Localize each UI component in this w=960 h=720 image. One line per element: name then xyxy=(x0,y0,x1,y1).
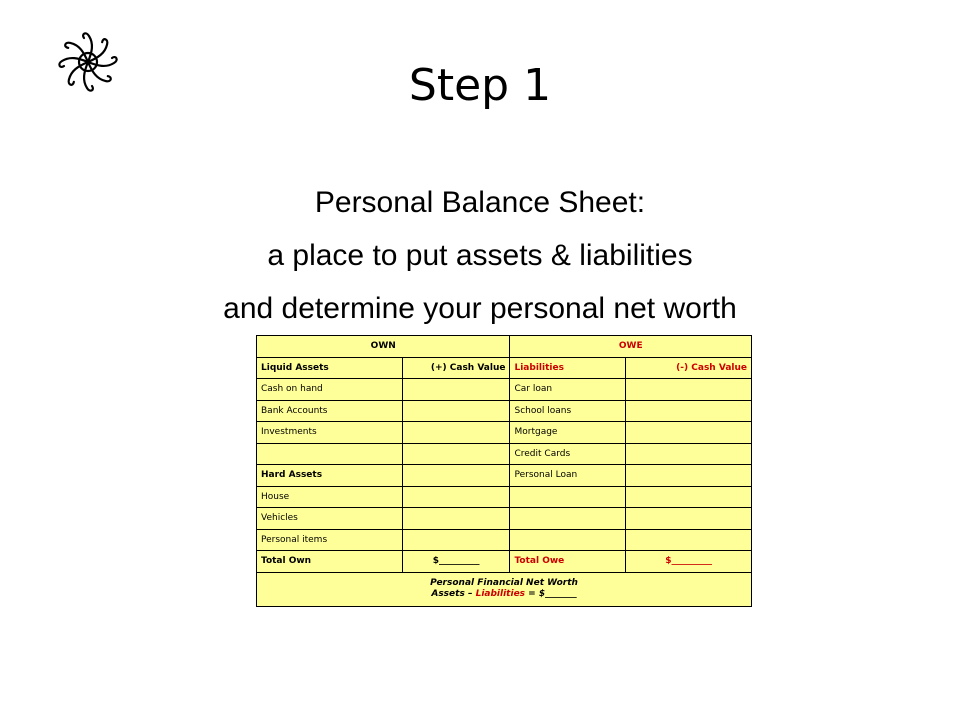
table-row xyxy=(257,400,752,422)
net-assets-text: Assets xyxy=(431,589,465,599)
liability-cell: Credit Cards xyxy=(510,443,626,465)
table-row xyxy=(257,422,752,444)
asset-cell: Investments xyxy=(257,422,403,444)
net-worth-row xyxy=(257,572,752,606)
liability-value-cell xyxy=(626,400,752,422)
header-row xyxy=(257,336,752,358)
hard-assets-label: Hard Assets xyxy=(257,465,403,487)
net-minus-text: – xyxy=(464,589,476,599)
asset-cell: House xyxy=(257,486,403,508)
net-worth-cell xyxy=(257,572,752,606)
liabilities-label: Liabilities xyxy=(510,357,626,379)
table-row xyxy=(257,379,752,401)
net-liabilities-text: Liabilities xyxy=(475,589,526,599)
subtitle-line: and determine your personal net worth xyxy=(223,292,737,325)
asset-value-cell xyxy=(402,486,510,508)
asset-cell: Personal items xyxy=(257,529,403,551)
net-worth-formula xyxy=(261,589,747,600)
asset-cell: Cash on hand xyxy=(257,379,403,401)
asset-value-cell xyxy=(402,529,510,551)
subtitle-line: a place to put assets & liabilities xyxy=(267,239,693,272)
asset-value-cell xyxy=(402,400,510,422)
slide-title: Step 1 xyxy=(408,60,552,111)
liability-value-cell xyxy=(626,443,752,465)
table-row xyxy=(257,465,752,487)
liability-value-cell xyxy=(626,422,752,444)
liability-cell: Car loan xyxy=(510,379,626,401)
net-equals-text: = $_______ xyxy=(525,589,577,599)
table-row xyxy=(257,508,752,530)
liability-value-cell xyxy=(626,379,752,401)
balance-sheet-table xyxy=(256,335,752,607)
liability-cell: Mortgage xyxy=(510,422,626,444)
asset-cell xyxy=(257,443,403,465)
liability-value-cell xyxy=(626,465,752,487)
plus-cash-value-header: (+) Cash Value xyxy=(402,357,510,379)
liability-cell: School loans xyxy=(510,400,626,422)
liability-value-cell xyxy=(626,508,752,530)
subtitle-line: Personal Balance Sheet: xyxy=(314,186,646,219)
asset-value-cell xyxy=(402,379,510,401)
asset-cell: Bank Accounts xyxy=(257,400,403,422)
liability-cell: Personal Loan xyxy=(510,465,626,487)
liability-value-cell xyxy=(626,486,752,508)
asset-value-cell xyxy=(402,465,510,487)
liability-cell xyxy=(510,486,626,508)
liability-value-cell xyxy=(626,529,752,551)
total-own-label: Total Own xyxy=(257,551,403,573)
totals-row xyxy=(257,551,752,573)
asset-value-cell xyxy=(402,443,510,465)
net-worth-title: Personal Financial Net Worth xyxy=(430,578,578,588)
minus-cash-value-header: (-) Cash Value xyxy=(626,357,752,379)
table-row xyxy=(257,529,752,551)
own-header: OWN xyxy=(257,336,510,358)
total-own-value: $_________ xyxy=(402,551,510,573)
column-header-row xyxy=(257,357,752,379)
owe-header: OWE xyxy=(510,336,752,358)
total-owe-value: $_________ xyxy=(626,551,752,573)
total-owe-label: Total Owe xyxy=(510,551,626,573)
asset-value-cell xyxy=(402,508,510,530)
asset-cell: Vehicles xyxy=(257,508,403,530)
liquid-assets-label: Liquid Assets xyxy=(257,357,403,379)
liability-cell xyxy=(510,529,626,551)
asset-value-cell xyxy=(402,422,510,444)
table-row xyxy=(257,443,752,465)
table-row xyxy=(257,486,752,508)
slide-subtitle xyxy=(0,176,960,335)
liability-cell xyxy=(510,508,626,530)
